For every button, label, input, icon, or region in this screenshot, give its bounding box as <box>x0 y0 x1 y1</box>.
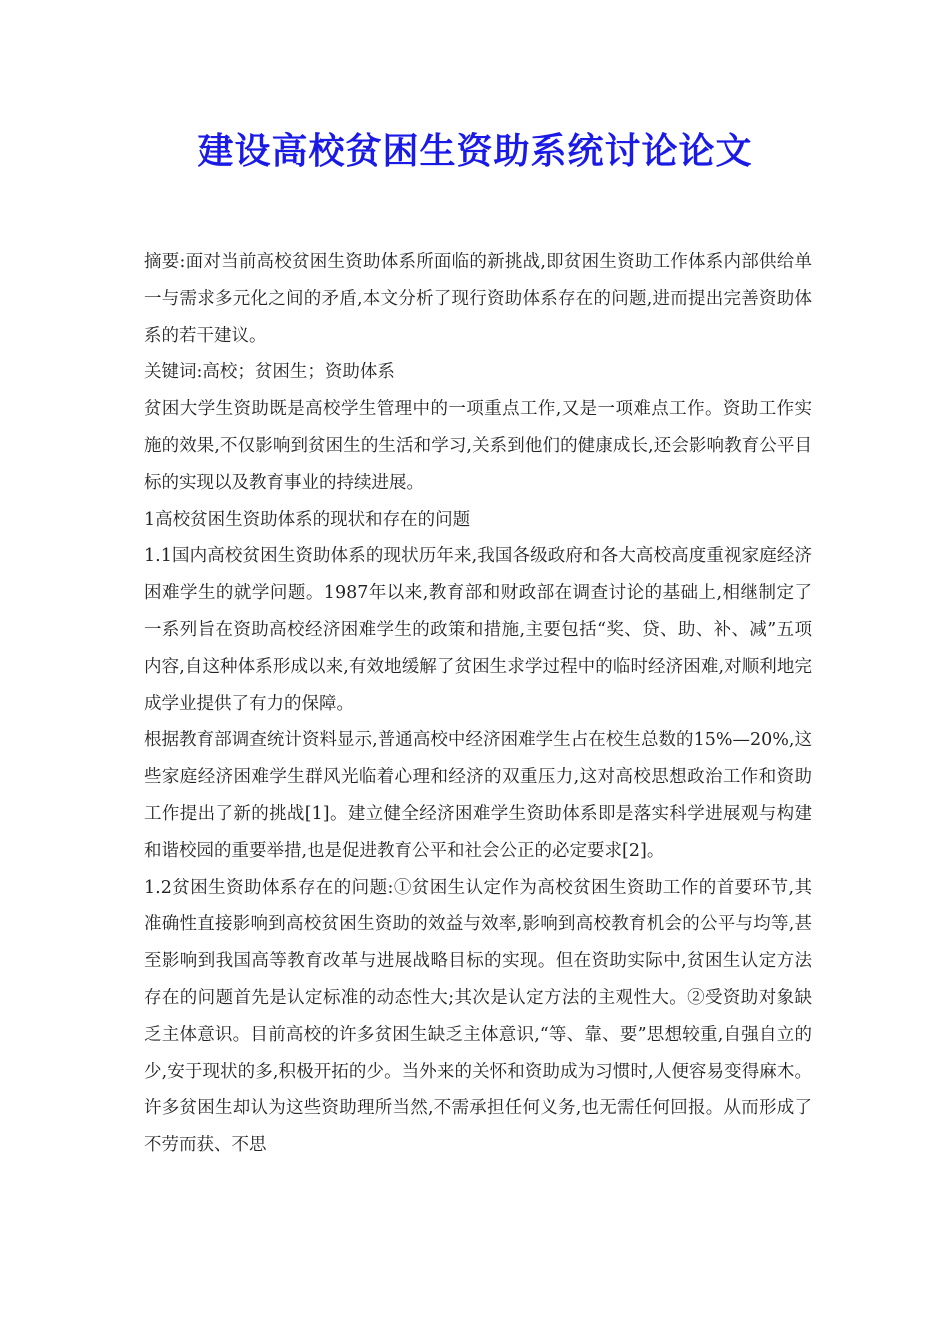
document-title: 建设高校贫困生资助系统讨论论文 <box>197 131 753 172</box>
section-heading: 1高校贫困生资助体系的现状和存在的问题 <box>144 509 471 530</box>
document-body <box>144 244 812 1164</box>
abstract-paragraph: 摘要:面对当前高校贫困生资助体系所面临的新挑战,即贫困生资助工作体系内部供给单一与需求多元化之间的矛盾,本文分析了现行资助体系存在的问题,进而提出完善资助体系的若干建议。 <box>144 252 812 346</box>
section-1-2-paragraph: 1.2贫困生资助体系存在的问题:①贫困生认定作为高校贫困生资助工作的首要环节,其准确性直接影响到高校贫困生资助的效益与效率,影响到高校教育机会的公平与均等,甚至影响到我国高等教育改革与进展战略目标的实现。但在资助实际中,贫困生认定方法存在的问题首先是认定标准的动态性大;其次是认定方法的主观性大。②受资助对象缺乏主体意识。目前高校的许多贫困生缺乏主体意识,“等、靠、要”思想较重,自强自立的少,安于现状的多,积极开拓的少。当外来的关怀和资助成为习惯时,人便容易变得麻木。许多贫困生却认为这些资助理所当然,不需承担任何义务,也无需任何回报。从而形成了不劳而获、不思 <box>144 877 812 1156</box>
keywords-paragraph: 关键词:高校；贫困生；资助体系 <box>144 362 395 383</box>
statistics-paragraph: 根据教育部调查统计资料显示,普通高校中经济困难学生占在校生总数的15%—20%,这些家庭经济困难学生群风光临着心理和经济的双重压力,这对高校思想政治工作和资助工作提出了新的挑战[1]。建立健全经济困难学生资助体系即是落实科学进展观与构建和谐校园的重要举措,也是促进教育公平和社会公正的必定要求[2]。 <box>144 730 812 861</box>
section-1-1-paragraph: 1.1国内高校贫困生资助体系的现状历年来,我国各级政府和各大高校高度重视家庭经济困难学生的就学问题。1987年以来,教育部和财政部在调查讨论的基础上,相继制定了一系列旨在资助高校经济困难学生的政策和措施,主要包括“奖、贷、助、补、减”五项内容,自这种体系形成以来,有效地缓解了贫困生求学过程中的临时经济困难,对顺利地完成学业提供了有力的保障。 <box>144 546 812 714</box>
intro-paragraph: 贫困大学生资助既是高校学生管理中的一项重点工作,又是一项难点工作。资助工作实施的效果,不仅影响到贫困生的生活和学习,关系到他们的健康成长,还会影响教育公平目标的实现以及教育事业的持续进展。 <box>144 399 812 493</box>
